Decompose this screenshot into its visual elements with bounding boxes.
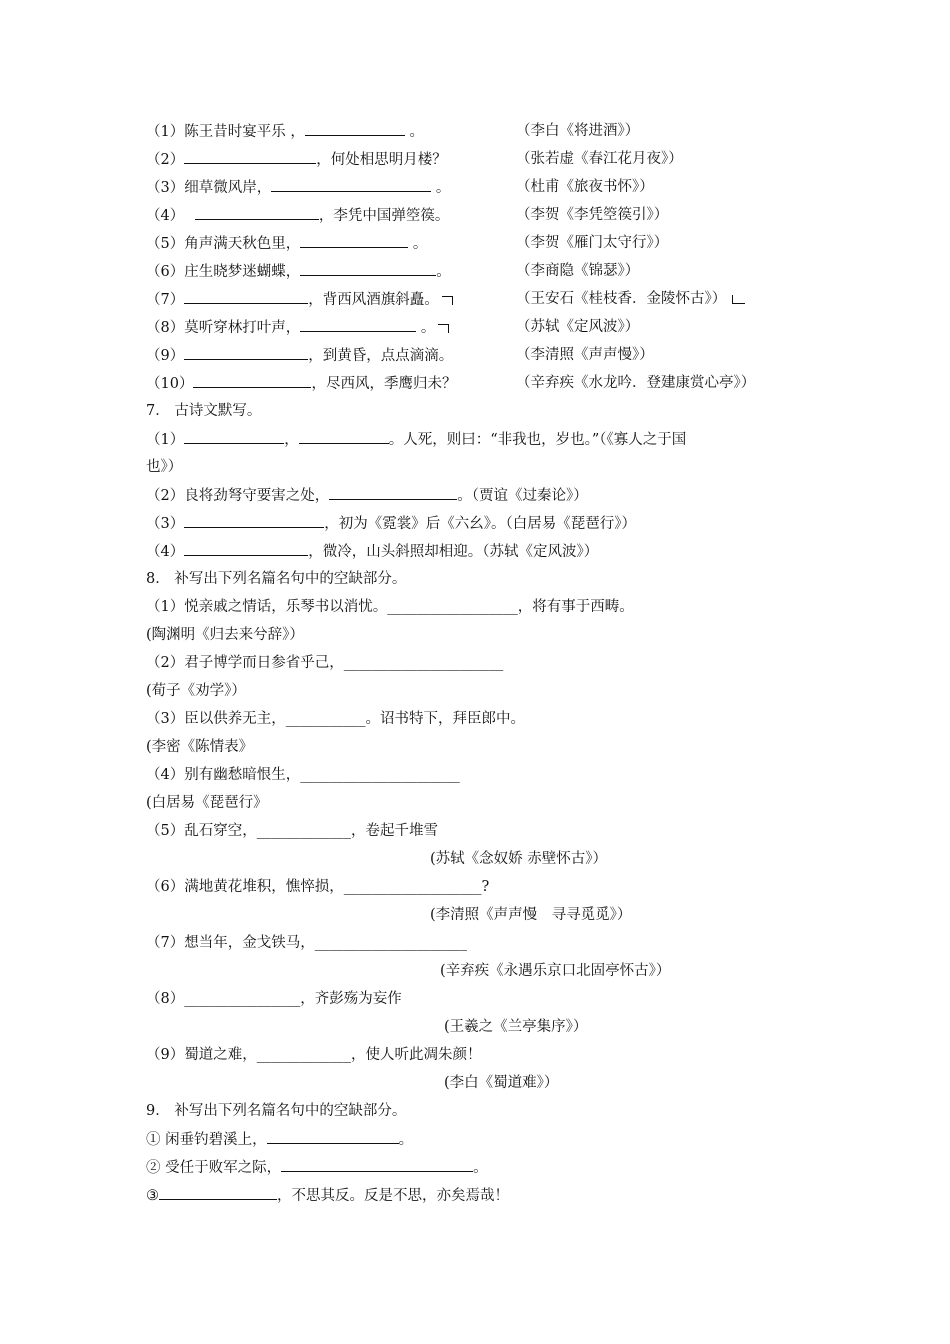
q6-item-5 [146, 233, 427, 254]
q8-source-4: (白居易《琵琶行》 [146, 795, 268, 811]
item-number: （3） [146, 180, 185, 196]
item-text: 。 [473, 1160, 488, 1176]
item-text: （1）悦亲戚之情话，乐琴书以消忧。 [146, 599, 388, 615]
q6-item-7 [146, 289, 453, 310]
item-text [184, 208, 189, 224]
answer-blank[interactable]: _____________________ [314, 935, 467, 951]
q8-item-8 [146, 989, 402, 1009]
item-text: 。（贾谊《过秦论》） [457, 488, 588, 504]
answer-blank[interactable] [300, 233, 408, 248]
item-text: ① 闲垂钓碧溪上， [146, 1132, 267, 1148]
item-text: 良将劲弩守要害之处， [184, 488, 330, 504]
q8-item-1 [146, 597, 634, 617]
answer-blank[interactable] [300, 261, 436, 276]
item-text: （9）蜀道之难， [146, 1047, 257, 1063]
item-text: 。 [436, 264, 451, 280]
q8-source-1: (陶渊明《归去来兮辞》） [146, 627, 304, 643]
answer-blank[interactable] [159, 1185, 277, 1200]
answer-blank[interactable] [184, 429, 284, 444]
item-number: （2） [146, 152, 185, 168]
item-text: （2）君子博学而日参省乎己， [146, 655, 344, 671]
q7-item-1-continuation: 也》） [146, 459, 183, 475]
item-text: （5）乱石穿空， [146, 823, 257, 839]
answer-blank[interactable] [184, 345, 308, 360]
q8-source-7: (辛弃疾《永遇乐京口北固亭怀古》） [440, 963, 671, 979]
q7-item-1 [146, 429, 686, 450]
item-number: （1） [146, 432, 185, 448]
answer-blank[interactable] [193, 373, 311, 388]
item-number: （7） [146, 292, 185, 308]
q8-item-9 [146, 1045, 481, 1065]
q6-source-2: （张若虚《春江花月夜》） [516, 151, 683, 167]
q8-source-2: (荀子《劝学》） [146, 683, 246, 699]
q9-item-3 [146, 1185, 509, 1206]
item-text: 。诏书特下，拜臣郎中。 [365, 711, 525, 727]
q7-item-3 [146, 513, 636, 534]
q8-source-5: (苏轼《念奴娇 赤壁怀古》） [430, 851, 608, 867]
answer-blank[interactable] [329, 485, 457, 500]
q6-item-10 [146, 373, 456, 394]
item-text: ② 受任于败军之际， [146, 1160, 282, 1176]
q9-title: 9． 补写出下列名篇名句中的空缺部分。 [146, 1103, 407, 1119]
item-text: 。 [404, 124, 424, 140]
bracket-mark-icon [438, 324, 449, 333]
q7-title: 7． 古诗文默写。 [146, 403, 262, 419]
answer-blank[interactable]: ________________ [184, 991, 301, 1007]
answer-blank[interactable] [184, 541, 308, 556]
q6-item-9 [146, 345, 453, 366]
item-text: ，卷起千堆雪 [350, 823, 438, 839]
answer-blank[interactable] [195, 205, 319, 220]
item-text: ，尽西风，季鹰归未？ [311, 376, 457, 392]
item-text: ，将有事于西畴。 [517, 599, 634, 615]
q7-item-2 [146, 485, 588, 506]
bracket-mark-icon [732, 295, 745, 304]
q6-item-8 [146, 317, 449, 338]
q6-item-1 [146, 121, 424, 142]
answer-blank[interactable]: _____________ [256, 1047, 351, 1063]
item-text: （8） [146, 991, 185, 1007]
q6-item-6 [146, 261, 451, 282]
q7-item-4 [146, 541, 598, 562]
q6-source-6: （李商隐《锦瑟》） [516, 263, 640, 279]
item-number: （5） [146, 236, 185, 252]
source-text: （王安石《桂枝香．金陵怀古》） [516, 291, 727, 307]
q8-item-7 [146, 933, 467, 953]
item-text: 。人死，则曰：“非我也，岁也。”（《寡人之于国 [388, 432, 687, 448]
item-text: 角声满天秋色里， [184, 236, 301, 252]
answer-blank[interactable] [184, 149, 316, 164]
answer-blank[interactable]: ___________________ [343, 879, 482, 895]
answer-blank[interactable] [184, 289, 308, 304]
item-text: 陈王昔时宴平乐 ， [184, 124, 305, 140]
item-text: 细草微风岸， [184, 180, 272, 196]
item-number: （4） [146, 544, 185, 560]
q6-source-7 [516, 289, 745, 309]
answer-blank[interactable]: __________________ [387, 599, 518, 615]
item-text: ? [481, 879, 490, 895]
item-text: ，使人听此凋朱颜！ [350, 1047, 482, 1063]
answer-blank[interactable] [299, 429, 389, 444]
q8-title: 8． 补写出下列名篇名句中的空缺部分。 [146, 571, 407, 587]
q6-source-10: （辛弃疾《水龙吟．登建康赏心亭》） [516, 375, 756, 391]
item-text: ，背西风酒旗斜矗。 [308, 292, 439, 308]
q8-item-3 [146, 709, 525, 729]
answer-blank[interactable] [184, 513, 324, 528]
answer-blank[interactable] [281, 1157, 473, 1172]
item-text: （6）满地黄花堆积，憔悴损， [146, 879, 344, 895]
answer-blank[interactable]: _____________ [256, 823, 351, 839]
item-text: ，到黄昏，点点滴滴。 [308, 348, 454, 364]
q6-item-2 [146, 149, 447, 170]
item-number: （2） [146, 488, 185, 504]
item-number: （10） [146, 376, 194, 392]
item-number: （1） [146, 124, 185, 140]
item-text: 。 [431, 180, 451, 196]
item-text: 庄生晓梦迷蝴蝶， [184, 264, 301, 280]
q6-item-4 [146, 205, 449, 226]
item-text: （4）别有幽愁暗恨生， [146, 767, 301, 783]
answer-blank[interactable] [305, 121, 405, 136]
q9-item-2 [146, 1157, 488, 1178]
answer-blank[interactable]: ______________________ [300, 767, 460, 783]
answer-blank[interactable]: ___________ [285, 711, 366, 727]
q8-item-4 [146, 765, 460, 785]
item-text: （3）臣以供养无主， [146, 711, 286, 727]
item-text: ，初为《霓裳》后《六幺》。（白居易《琵琶行》） [324, 516, 636, 532]
item-text: 。 [408, 236, 428, 252]
item-number: （6） [146, 264, 185, 280]
answer-blank[interactable] [300, 317, 416, 332]
item-number: （9） [146, 348, 185, 364]
item-number: （3） [146, 516, 185, 532]
bracket-mark-icon [442, 296, 453, 305]
item-text: （7）想当年，金戈铁马， [146, 935, 315, 951]
q8-source-9: (李白《蜀道难》） [444, 1075, 559, 1091]
item-number: （8） [146, 320, 185, 336]
item-text: ，不思其反。反是不思，亦矣焉哉！ [277, 1188, 509, 1204]
q6-item-3 [146, 177, 450, 198]
q6-source-5: （李贺《雁门太守行》） [516, 235, 669, 251]
item-text: ，齐彭殇为妄作 [300, 991, 402, 1007]
q6-source-8: （苏轼《定风波》） [516, 319, 640, 335]
item-text: 莫听穿林打叶声， [184, 320, 301, 336]
q8-source-3: (李密《陈情表》 [146, 739, 254, 755]
answer-blank[interactable] [267, 1129, 399, 1144]
q8-item-5 [146, 821, 438, 841]
item-text: ， [284, 432, 299, 448]
item-text: ，微冷，山头斜照却相迎。（苏轼《定风波》） [308, 544, 599, 560]
q6-source-4: （李贺《李凭箜篌引》） [516, 207, 669, 223]
q8-source-6: (李清照《声声慢 寻寻觅觅》） [430, 907, 632, 923]
answer-blank[interactable] [271, 177, 431, 192]
q6-source-1: （李白《将进酒》） [516, 123, 640, 139]
item-text: ，李凭中国弹箜篌。 [318, 208, 450, 224]
q6-source-3: （杜甫《旅夜书怀》） [516, 179, 654, 195]
q8-item-6 [146, 877, 489, 897]
answer-blank[interactable]: ______________________ [343, 655, 504, 671]
item-text: ，何处相思明月楼？ [316, 152, 447, 168]
item-text: 。 [416, 320, 436, 336]
item-text: ③ [146, 1188, 159, 1204]
item-number: （4） [146, 208, 185, 224]
item-text: 。 [398, 1132, 414, 1148]
q8-item-2 [146, 653, 503, 673]
q8-source-8: (王羲之《兰亭集序》） [444, 1019, 588, 1035]
q6-source-9: （李清照《声声慢》） [516, 347, 654, 363]
q9-item-1 [146, 1129, 413, 1150]
